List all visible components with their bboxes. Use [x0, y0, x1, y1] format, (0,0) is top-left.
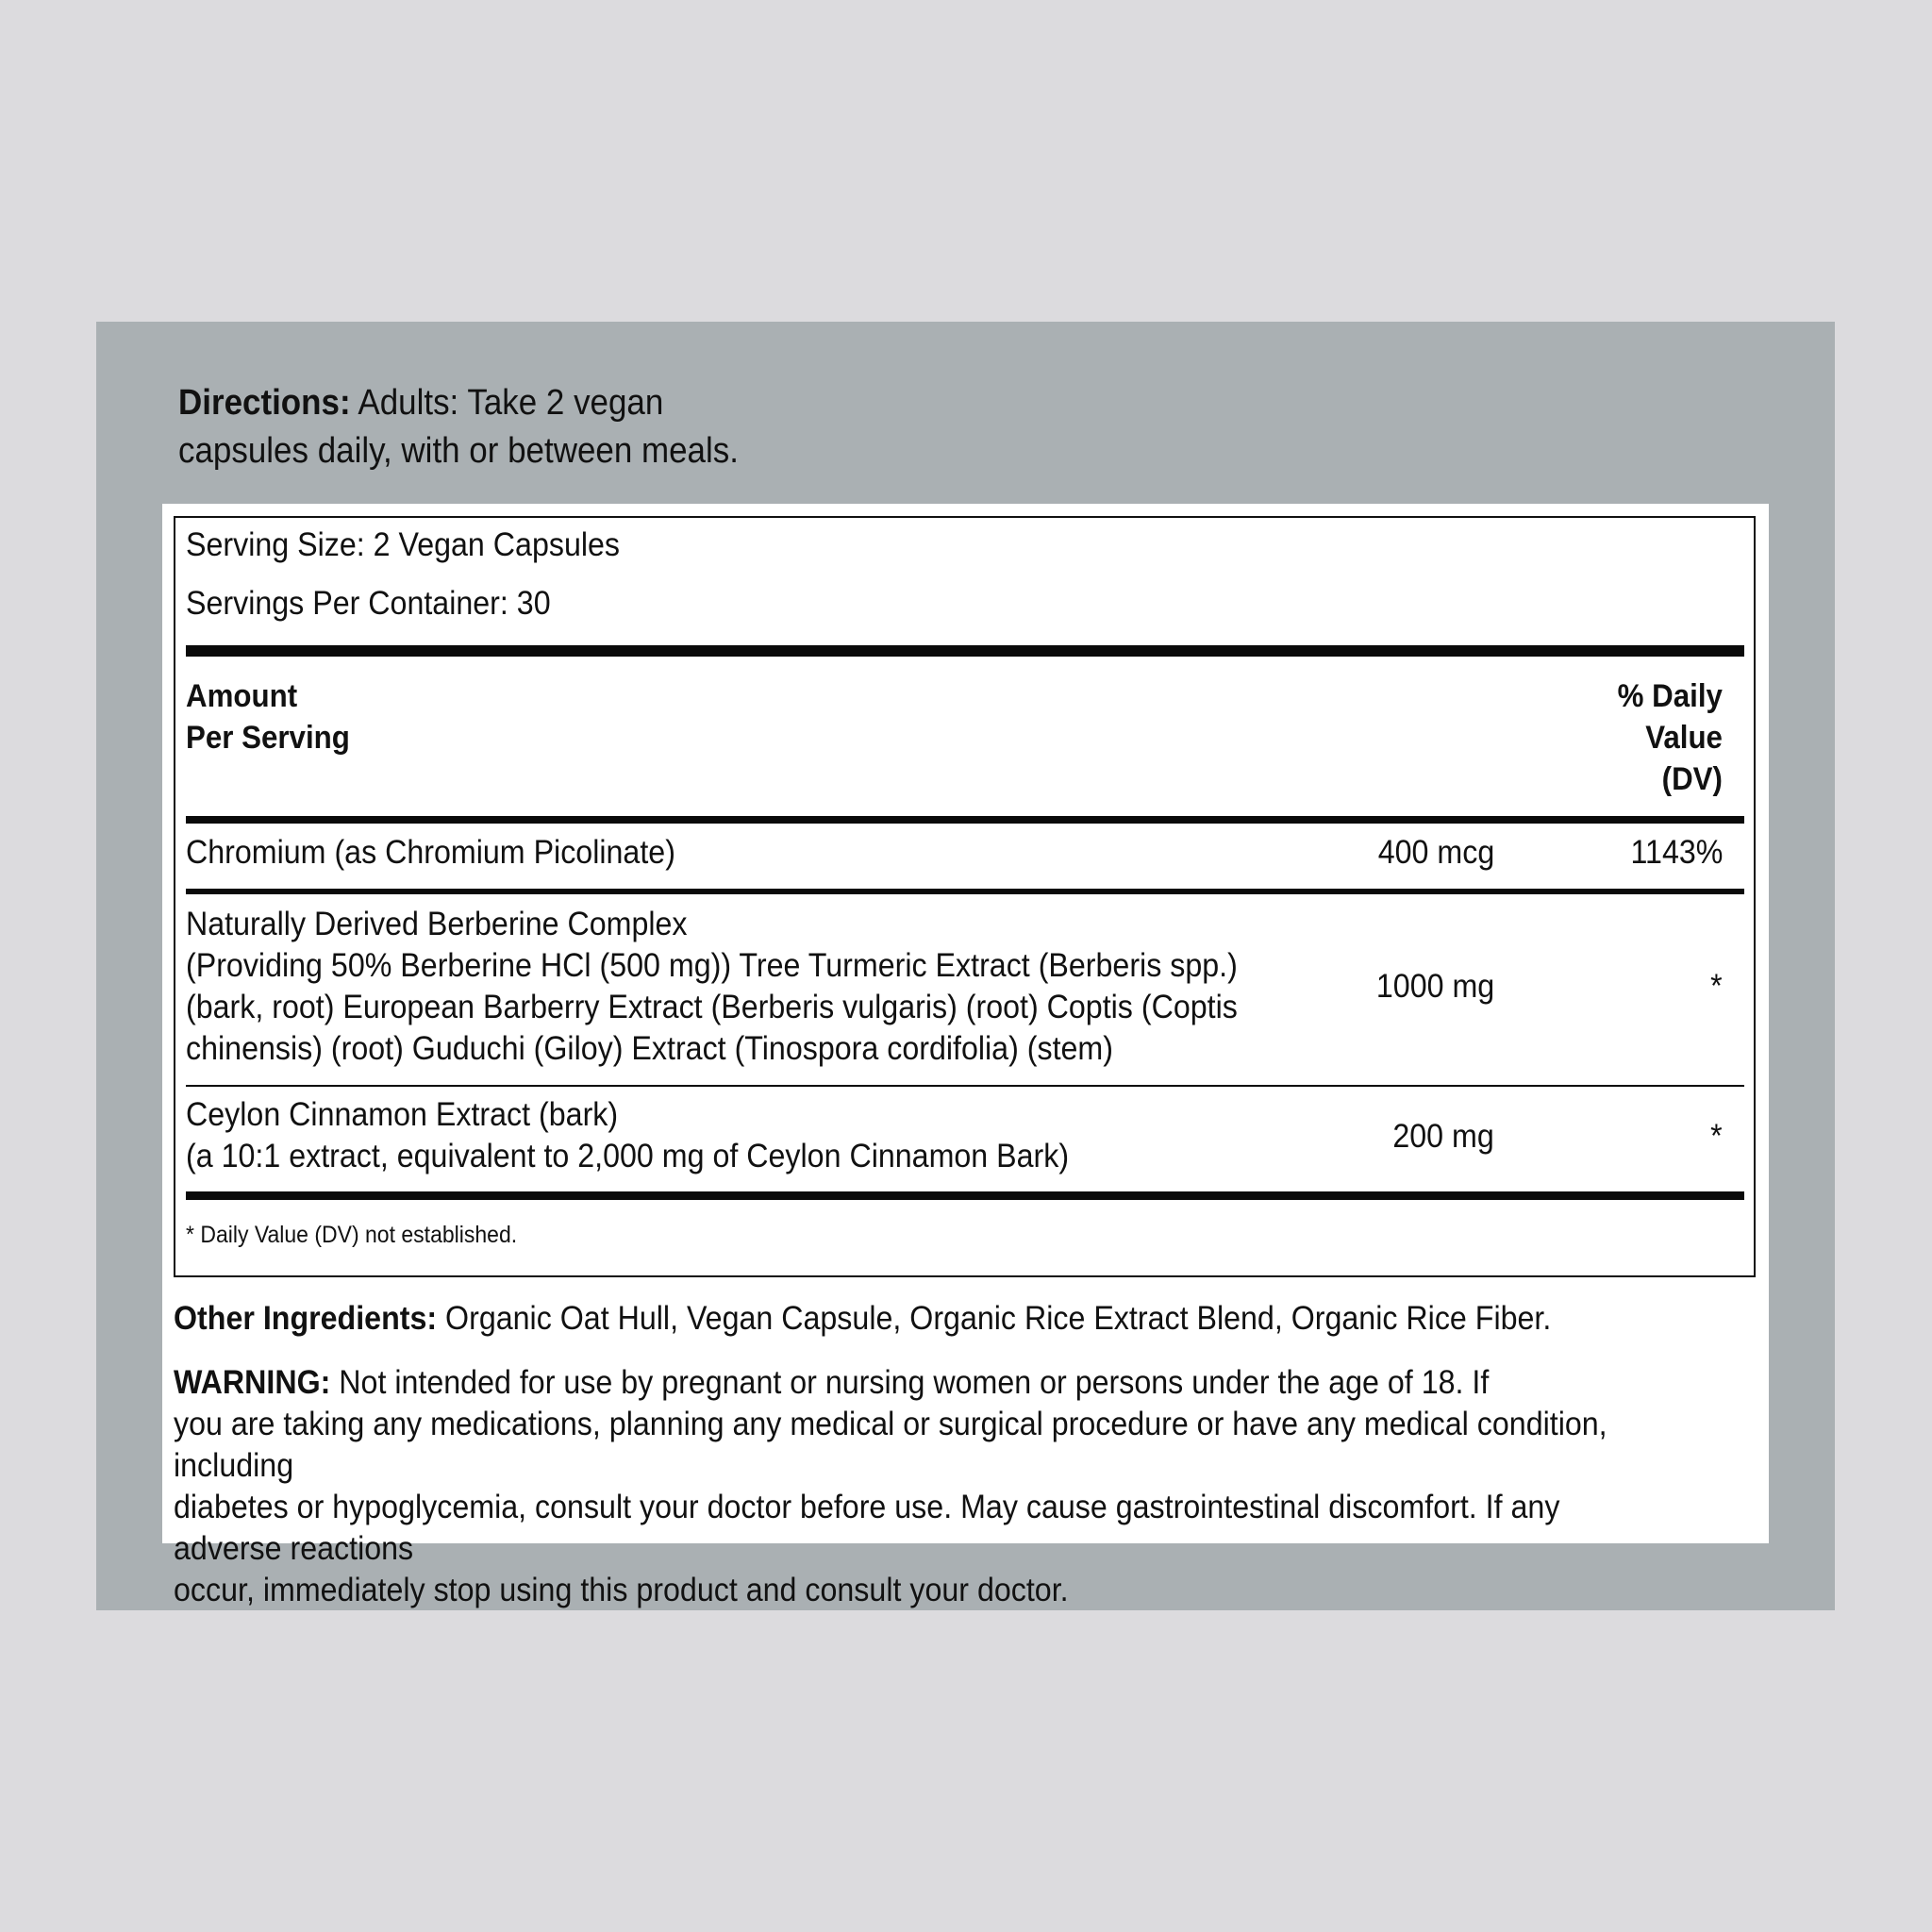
dv-berberine: *: [1710, 968, 1723, 1005]
amount-berberine: 1000 mg: [1375, 968, 1494, 1005]
berberine-line-2: (Providing 50% Berberine HCl (500 mg)) Tree Turmeric Extract (Berberis spp.): [186, 947, 1238, 984]
divider-row-1: [186, 889, 1744, 894]
thick-divider-bottom: [186, 1191, 1744, 1200]
directions-text: [178, 379, 803, 475]
directions-line-2: capsules daily, with or between meals.: [178, 431, 739, 471]
berberine-line-4: chinensis) (root) Guduchi (Giloy) Extract (Tinospora cordifolia) (stem): [186, 1030, 1113, 1067]
cinnamon-line-2: (a 10:1 extract, equivalent to 2,000 mg of Ceylon Cinnamon Bark): [186, 1138, 1070, 1174]
warning-text: [174, 1362, 1666, 1611]
berberine-line-3: (bark, root) European Barberry Extract (Berberis vulgaris) (root) Coptis (Coptis: [186, 989, 1238, 1025]
header-daily-value: [1618, 675, 1723, 800]
daily-value-footnote: * Daily Value (DV) not established.: [186, 1222, 518, 1248]
directions-line-1: Adults: Take 2 vegan: [358, 383, 664, 423]
amount-chromium: 400 mcg: [1377, 834, 1494, 871]
header-amount-per-serving: [186, 675, 350, 758]
header-dv-line-2: Value: [1645, 720, 1723, 756]
warning-line-4: occur, immediately stop using this product and consult your doctor.: [174, 1572, 1069, 1608]
nutrient-name-berberine: [186, 904, 1238, 1070]
other-ingredients-text: Organic Oat Hull, Vegan Capsule, Organic Rice Extract Blend, Organic Rice Fiber.: [445, 1300, 1552, 1337]
warning-line-3: diabetes or hypoglycemia, consult your doctor before use. May cause gastrointestinal discomfort. If any adverse reactions: [174, 1489, 1560, 1567]
nutrient-name-chromium: Chromium (as Chromium Picolinate): [186, 834, 675, 871]
divider-row-2: [186, 1085, 1744, 1087]
warning-line-2: you are taking any medications, planning any medical or surgical procedure or have any medical condition, including: [174, 1406, 1607, 1484]
directions-label: Directions:: [178, 383, 351, 423]
dv-cinnamon: *: [1710, 1118, 1723, 1155]
warning-label: WARNING:: [174, 1364, 331, 1401]
amount-cinnamon: 200 mg: [1392, 1118, 1494, 1155]
thick-divider-top: [186, 645, 1744, 657]
thick-divider-header: [186, 816, 1744, 824]
berberine-line-1: Naturally Derived Berberine Complex: [186, 906, 688, 942]
warning-line-1: Not intended for use by pregnant or nursing women or persons under the age of 18. If: [339, 1364, 1490, 1401]
cinnamon-line-1: Ceylon Cinnamon Extract (bark): [186, 1096, 619, 1133]
header-dv-line-1: % Daily: [1617, 678, 1723, 714]
header-amount-line-1: Amount: [186, 678, 298, 714]
header-dv-line-3: (DV): [1661, 761, 1723, 797]
dv-chromium: 1143%: [1630, 834, 1723, 871]
serving-size: Serving Size: 2 Vegan Capsules: [186, 526, 621, 563]
other-ingredients-label: Other Ingredients:: [174, 1300, 438, 1337]
servings-per-container: Servings Per Container: 30: [186, 585, 551, 622]
other-ingredients: [174, 1298, 1666, 1340]
header-amount-line-2: Per Serving: [186, 720, 350, 756]
nutrient-name-cinnamon: [186, 1094, 1069, 1177]
